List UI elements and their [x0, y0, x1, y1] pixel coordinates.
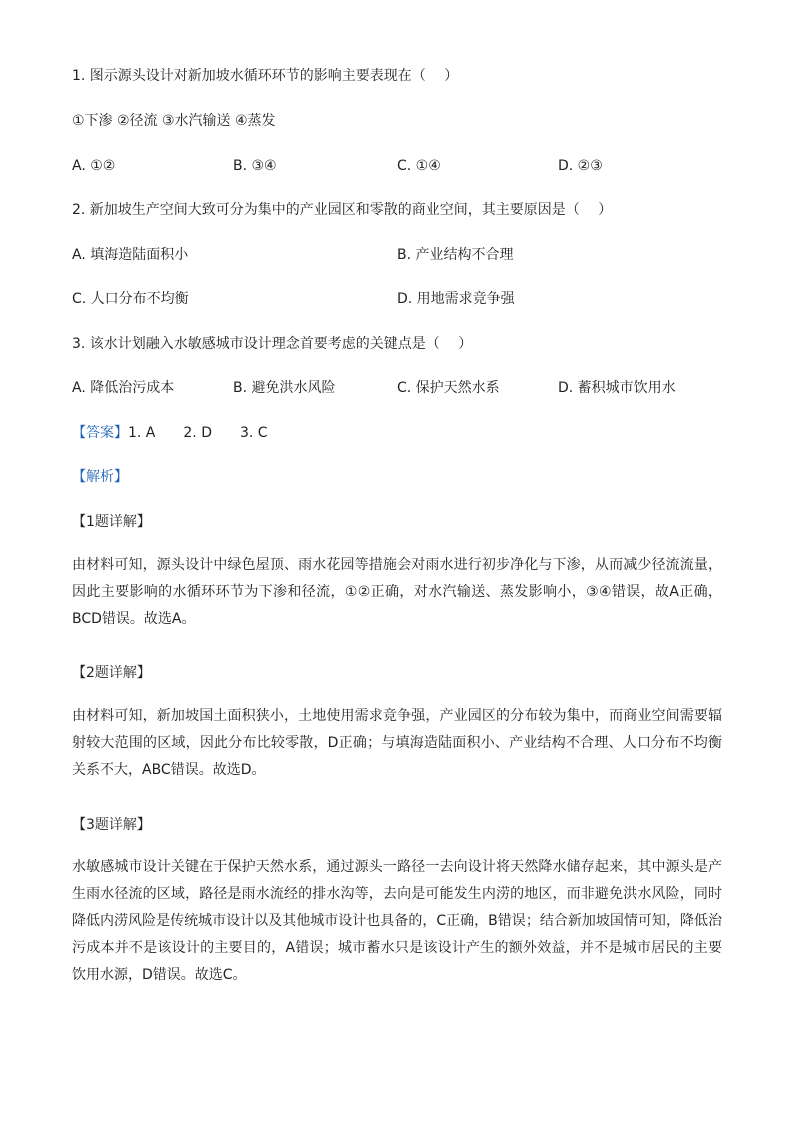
detail-1-text: 由材料可知，源头设计中绿色屋顶、雨水花园等措施会对雨水进行初步净化与下渗，从而减少径流流量，因此主要影响的水循环环节为下渗和径流，①②正确，对水汽输送、蒸发影响小，③④错误，故A正确，BCD错误。故选A。	[72, 557, 722, 627]
q2-option-d: D. 用地需求竞争强	[397, 291, 515, 307]
q2-stem: 2. 新加坡生产空间大致可分为集中的产业园区和零散的商业空间，其主要原因是（ ）	[72, 202, 613, 218]
q3-option-c: C. 保护天然水系	[397, 380, 500, 396]
q3-option-a: A. 降低治污成本	[72, 380, 175, 396]
q3-stem: 3. 该水计划融入水敏感城市设计理念首要考虑的关键点是（ ）	[72, 336, 473, 352]
q1-option-a: A. ①②	[72, 158, 116, 174]
detail-2-text: 由材料可知，新加坡国土面积狭小，土地使用需求竞争强，产业园区的分布较为集中，而商业空间需要辐射较大范围的区域，因此分布比较零散，D正确；与填海造陆面积小、产业结构不合理、人口分布不均衡关系不大，ABC错误。故选D。	[72, 708, 722, 778]
q2-option-a: A. 填海造陆面积小	[72, 247, 189, 263]
q1-option-d: D. ②③	[558, 158, 603, 174]
q2-option-b: B. 产业结构不合理	[397, 247, 514, 263]
q1-option-b: B. ③④	[233, 158, 277, 174]
detail-3-text: 水敏感城市设计关键在于保护天然水系，通过源头一路径一去向设计将天然降水储存起来，其中源头是产生雨水径流的区域，路径是雨水流经的排水沟等，去向是可能发生内涝的地区，而非避免洪水风险，同时降低内涝风险是传统城市设计以及其他城市设计也具备的，C正确，B错误；结合新加坡国情可知，降低治污成本并不是该设计的主要目的，A错误；城市蓄水只是该设计产生的额外效益，并不是城市居民的主要饮用水源，D错误。故选C。	[72, 859, 722, 983]
detail-3-heading: 【3题详解】	[72, 817, 151, 833]
q3-option-b: B. 避免洪水风险	[233, 380, 336, 396]
detail-2-heading: 【2题详解】	[72, 665, 151, 681]
analysis-label: 【解析】	[72, 469, 128, 485]
q1-items: ①下渗 ②径流 ③水汽输送 ④蒸发	[72, 113, 276, 129]
q2-option-c: C. 人口分布不均衡	[72, 291, 189, 307]
q1-option-c: C. ①④	[397, 158, 441, 174]
detail-1-heading: 【1题详解】	[72, 514, 151, 530]
q1-stem: 1. 图示源头设计对新加坡水循环环节的影响主要表现在（ ）	[72, 68, 459, 84]
answer-line	[72, 425, 268, 441]
answer-label: 【答案】	[72, 425, 128, 441]
q3-option-d: D. 蓄积城市饮用水	[558, 380, 676, 396]
answer-values: 1. A 2. D 3. C	[128, 425, 268, 441]
